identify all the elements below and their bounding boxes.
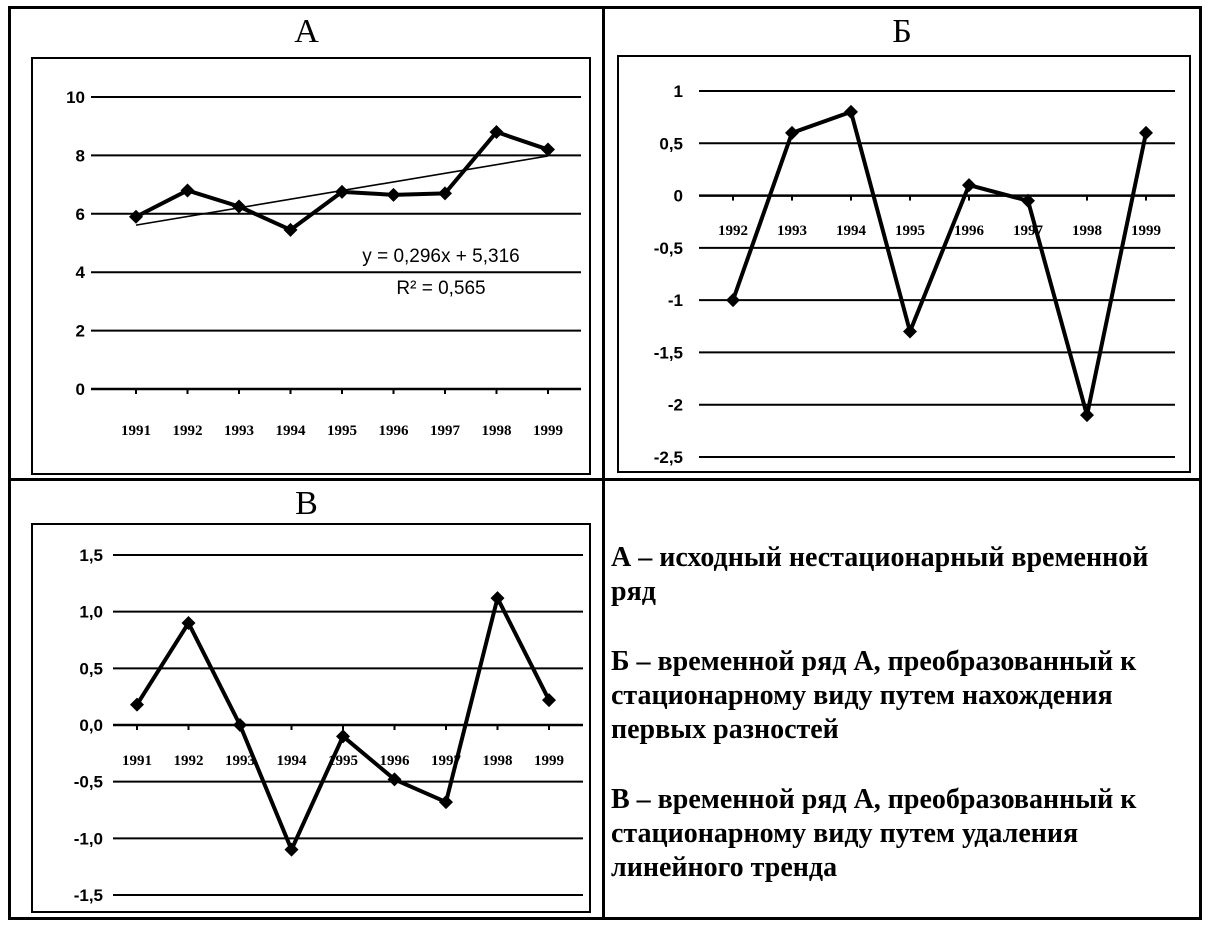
chart-b-series-line-0: [733, 112, 1146, 415]
panel-a: [8, 6, 605, 481]
chart-c: [33, 525, 593, 915]
chart-b-ytick-label-2: 0: [673, 186, 683, 206]
chart-b-xtick-label-7: 1999: [1131, 223, 1161, 239]
chart-b-ytick-label-1: 0,5: [659, 134, 683, 154]
panel-a-title: А: [294, 13, 319, 50]
chart-c-point-2: [233, 718, 247, 732]
chart-a-ytick-label-0: 0: [75, 380, 85, 399]
chart-a-xtick-label-5: 1996: [378, 423, 409, 439]
chart-c-xtick-label-8: 1999: [534, 753, 564, 769]
chart-b-point-7: [1139, 126, 1153, 140]
chart-a-point-2: [232, 200, 246, 214]
chart-c-point-8: [542, 693, 556, 707]
chart-b: [619, 57, 1193, 475]
chart-b-ytick-label-7: -2,5: [653, 448, 683, 467]
legend-c-text: В – временной ряд А, преобразованный к стационарному виду путем удаления линейного тренда: [611, 784, 1137, 883]
chart-b-point-2: [844, 105, 858, 119]
chart-a-xtick-label-7: 1998: [481, 423, 512, 439]
legend-panel: [602, 478, 1202, 920]
chart-c-xtick-label-2: 1993: [225, 753, 255, 769]
chart-a-xtick-label-2: 1993: [224, 423, 254, 439]
chart-b-xtick-label-3: 1995: [895, 223, 925, 239]
chart-c-xtick-label-3: 1994: [276, 753, 307, 769]
panel-c: [8, 478, 605, 920]
chart-a-point-0: [129, 210, 143, 224]
chart-b-point-4: [962, 178, 976, 192]
chart-c-point-6: [439, 795, 453, 809]
chart-c-ytick-label-6: -1,5: [73, 886, 103, 905]
legend-b-text: Б – временной ряд А, преобразованный к стационарному виду путем нахождения первых разностей: [611, 646, 1137, 745]
chart-c-ytick-label-4: -0,5: [73, 772, 103, 792]
chart-b-frame: [617, 55, 1191, 473]
chart-c-xtick-label-5: 1996: [379, 753, 410, 769]
chart-b-xtick-label-1: 1993: [777, 223, 807, 239]
chart-c-xtick-label-1: 1992: [173, 753, 204, 769]
chart-c-ytick-label-0: 1,5: [79, 546, 103, 565]
chart-a-point-5: [387, 188, 401, 202]
chart-a-ytick-label-5: 10: [66, 88, 85, 107]
chart-c-point-7: [491, 591, 505, 605]
chart-b-xtick-label-5: 1997: [1013, 223, 1043, 239]
chart-b-ytick-label-0: 1: [673, 82, 683, 101]
chart-c-ytick-label-3: 0,0: [79, 716, 103, 735]
chart-c-ytick-label-2: 0,5: [79, 659, 103, 679]
legend-a-text: А – исходный нестационарный временной ряд: [611, 542, 1149, 607]
chart-a-ytick-label-3: 6: [75, 204, 85, 224]
chart-a-xtick-label-0: 1991: [121, 423, 151, 439]
chart-a-xtick-label-3: 1994: [275, 423, 306, 439]
chart-c-frame: [31, 523, 591, 913]
chart-b-point-0: [726, 293, 740, 307]
chart-a-xtick-label-4: 1995: [327, 423, 357, 439]
chart-c-xtick-label-6: 1997: [431, 753, 461, 769]
chart-b-xtick-label-0: 1992: [718, 223, 748, 239]
chart-b-ytick-label-4: -1: [667, 291, 683, 311]
chart-c-ytick-label-5: -1,0: [73, 829, 103, 849]
panel-b: [602, 6, 1202, 481]
chart-a-xtick-label-8: 1999: [533, 423, 563, 439]
panel-c-title: В: [295, 485, 318, 522]
chart-a-point-1: [181, 183, 195, 197]
chart-a-frame: [31, 57, 591, 475]
chart-c-xtick-label-4: 1995: [328, 753, 358, 769]
chart-b-point-6: [1080, 408, 1094, 422]
chart-b-ytick-label-5: -1,5: [653, 343, 683, 363]
chart-b-xtick-label-2: 1994: [836, 223, 866, 239]
chart-b-point-1: [785, 126, 799, 140]
chart-a-trend-r2: R² = 0,565: [396, 278, 486, 299]
chart-a-xtick-label-6: 1997: [430, 423, 460, 439]
chart-c-xtick-label-7: 1998: [482, 753, 513, 769]
chart-b-ytick-label-6: -2: [667, 395, 683, 415]
chart-b-xtick-label-6: 1998: [1072, 223, 1102, 239]
chart-c-xtick-label-0: 1991: [122, 753, 152, 769]
chart-a: [33, 59, 593, 477]
chart-a-ytick-label-1: 2: [75, 321, 85, 341]
chart-a-ytick-label-4: 8: [75, 146, 85, 166]
chart-a-ytick-label-2: 4: [75, 263, 85, 283]
chart-a-trend-equation: y = 0,296x + 5,316: [362, 246, 520, 267]
chart-b-point-3: [903, 325, 917, 339]
chart-c-ytick-label-1: 1,0: [79, 602, 103, 622]
chart-b-ytick-label-3: -0,5: [653, 238, 683, 258]
chart-c-point-3: [285, 843, 299, 857]
panel-b-title: Б: [892, 13, 912, 50]
chart-a-xtick-label-1: 1992: [172, 423, 203, 439]
chart-b-xtick-label-4: 1996: [954, 223, 984, 239]
